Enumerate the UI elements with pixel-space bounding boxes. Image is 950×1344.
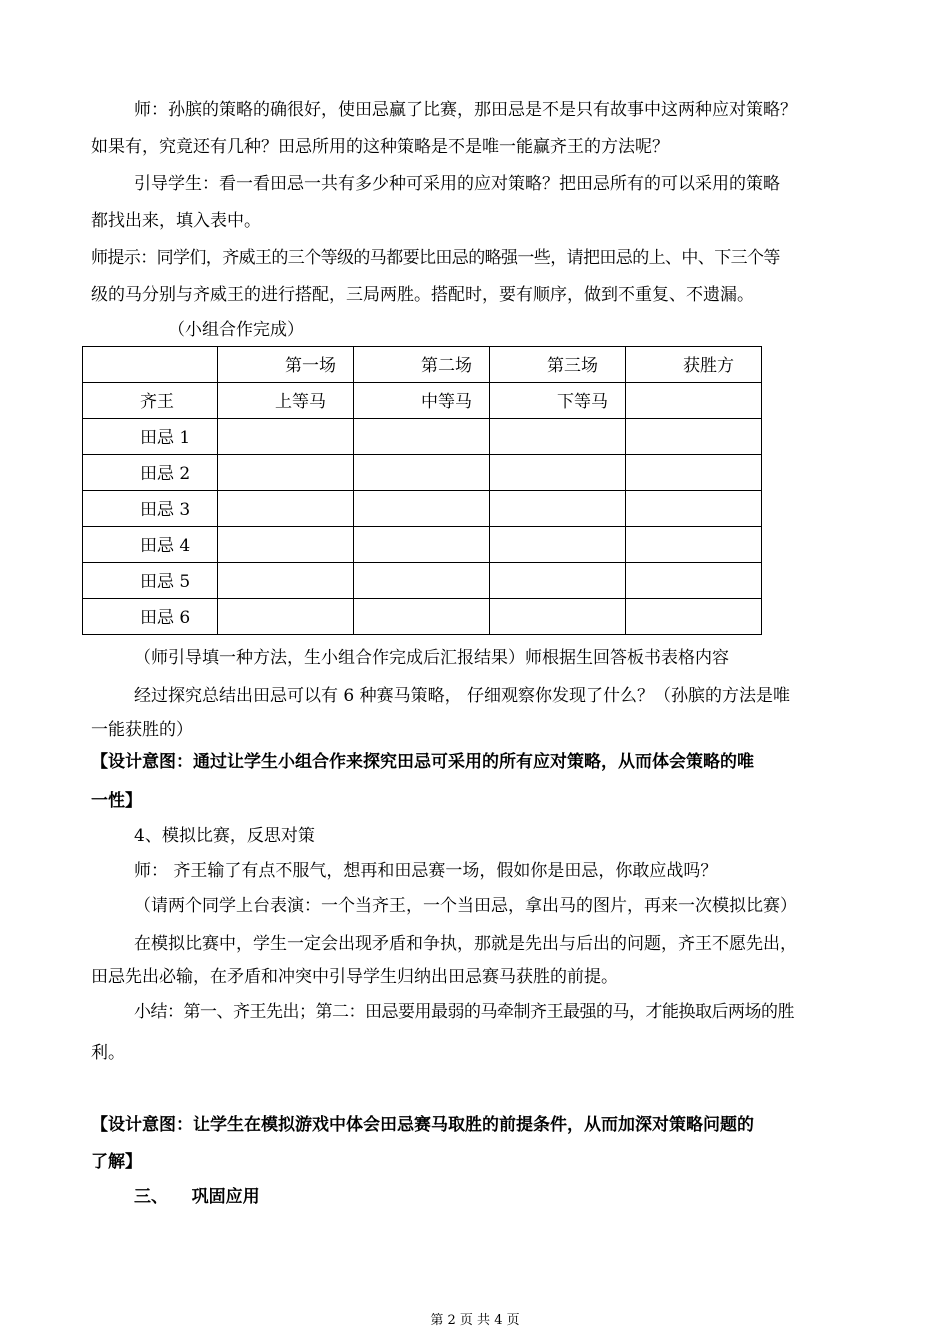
table-cell	[626, 491, 762, 527]
paragraph-4: 都找出来，填入表中。	[91, 211, 261, 231]
table-row-label: 齐王	[83, 383, 218, 419]
design-intent-1-end: 一性】	[91, 791, 142, 811]
table-row-label: 田忌 1	[83, 419, 218, 455]
table-cell	[626, 599, 762, 635]
table-cell	[218, 527, 354, 563]
table-row	[83, 419, 762, 455]
table-cell	[218, 491, 354, 527]
table-row	[83, 599, 762, 635]
summary-line-end: 利。	[91, 1043, 125, 1063]
design-intent-2-end: 了解】	[91, 1152, 142, 1172]
table-row-label: 田忌 2	[83, 455, 218, 491]
table-cell	[354, 563, 490, 599]
table-cell: 下等马	[490, 383, 626, 419]
paragraph-15: （请两个同学上台表演：一个当齐王，一个当田忌，拿出马的图片，再来一次模拟比赛）	[134, 896, 797, 916]
table-header-cell: 第一场	[218, 347, 354, 383]
table-cell	[490, 419, 626, 455]
paragraph-1: 师：孙膑的策略的确很好，使田忌赢了比赛，那田忌是不是只有故事中这两种应对策略？	[134, 100, 797, 120]
design-intent-1: 【设计意图：通过让学生小组合作来探究田忌可采用的所有应对策略，从而体会策略的唯	[91, 752, 754, 772]
table-cell	[218, 455, 354, 491]
table-header-row	[83, 347, 762, 383]
table-row	[83, 563, 762, 599]
section-heading-3: 三、 巩固应用	[134, 1187, 260, 1207]
design-intent-2: 【设计意图：让学生在模拟游戏中体会田忌赛马取胜的前提条件，从而加深对策略问题的	[91, 1115, 754, 1135]
table-cell: 中等马	[354, 383, 490, 419]
paragraph-3: 引导学生：看一看田忌一共有多少种可采用的应对策略？把田忌所有的可以采用的策略	[134, 174, 780, 194]
table-cell	[490, 599, 626, 635]
paragraph-2: 如果有，究竟还有几种？田忌所用的这种策略是不是唯一能赢齐王的方法呢？	[91, 137, 669, 157]
table-row-label: 田忌 3	[83, 491, 218, 527]
summary-line: 小结：第一、齐王先出；第二：田忌要用最弱的马牵制齐王最强的马，才能换取后两场的胜	[134, 1002, 794, 1022]
table-cell	[490, 527, 626, 563]
table-cell	[218, 419, 354, 455]
table-cell	[354, 455, 490, 491]
paragraph-14: 师： 齐王输了有点不服气，想再和田忌赛一场，假如你是田忌，你敢应战吗？	[134, 861, 718, 881]
table-header-cell: 第三场	[490, 347, 626, 383]
table-row	[83, 383, 762, 419]
paragraph-9: 经过探究总结出田忌可以有 6 种赛马策略， 仔细观察你发现了什么？（孙膑的方法是唯	[134, 686, 791, 706]
table-cell	[626, 455, 762, 491]
table-cell	[490, 491, 626, 527]
paragraph-5: 师提示：同学们，齐威王的三个等级的马都要比田忌的略强一些，请把田忌的上、中、下三个等	[91, 248, 780, 268]
table-row-label: 田忌 4	[83, 527, 218, 563]
table-row	[83, 527, 762, 563]
table-header-cell: 获胜方	[626, 347, 762, 383]
paragraph-10: 一能获胜的）	[91, 720, 193, 740]
table-row-label: 田忌 6	[83, 599, 218, 635]
table-cell	[218, 599, 354, 635]
strategy-table	[82, 346, 762, 635]
paragraph-16: 在模拟比赛中，学生一定会出现矛盾和争执，那就是先出与后出的问题，齐王不愿先出，	[134, 934, 797, 954]
table-cell	[354, 527, 490, 563]
paragraph-7: （小组合作完成）	[168, 320, 304, 340]
table-cell	[626, 527, 762, 563]
table-cell	[626, 383, 762, 419]
table-row	[83, 491, 762, 527]
table-cell	[218, 563, 354, 599]
table-cell	[83, 347, 218, 383]
paragraph-17: 田忌先出必输，在矛盾和冲突中引导学生归纳出田忌赛马获胜的前提。	[91, 967, 618, 987]
table-header-cell: 第二场	[354, 347, 490, 383]
table-cell	[626, 419, 762, 455]
table-row-label: 田忌 5	[83, 563, 218, 599]
table-cell	[490, 455, 626, 491]
table-row	[83, 455, 762, 491]
table-cell	[626, 563, 762, 599]
section-heading-4: 4、模拟比赛，反思对策	[134, 826, 315, 846]
table-cell: 上等马	[218, 383, 354, 419]
paragraph-8: （师引导填一种方法，生小组合作完成后汇报结果）师根据生回答板书表格内容	[134, 648, 729, 668]
table-cell	[354, 491, 490, 527]
paragraph-6: 级的马分别与齐威王的进行搭配，三局两胜。搭配时，要有顺序，做到不重复、不遗漏。	[91, 285, 754, 305]
page-footer: 第 2 页 共 4 页	[430, 1313, 520, 1328]
table-cell	[354, 599, 490, 635]
table-cell	[354, 419, 490, 455]
table-cell	[490, 563, 626, 599]
